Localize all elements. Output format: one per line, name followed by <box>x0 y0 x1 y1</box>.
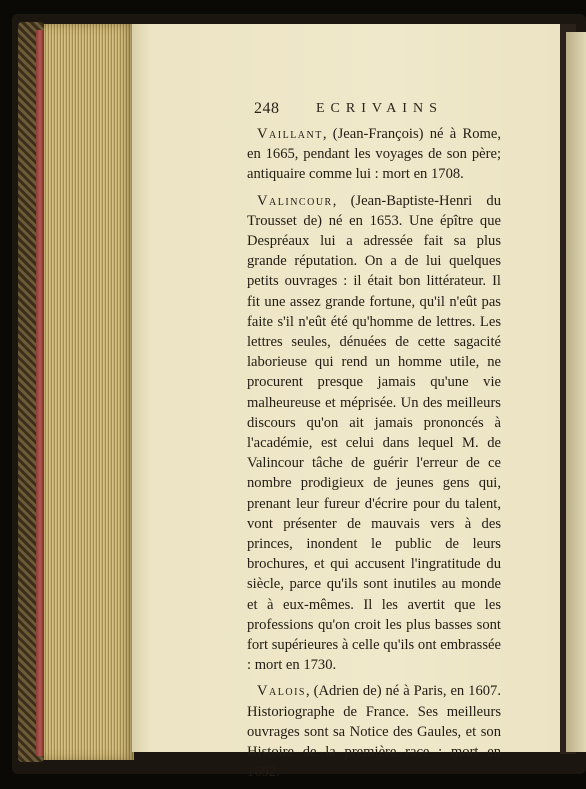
entry-name: Valois <box>257 683 306 700</box>
page-block-edges <box>44 24 134 760</box>
running-head: ECRIVAINS <box>316 101 443 116</box>
entry-text: , (Jean-Baptiste-Henri du Trousset de) né en 1653. Une épître que Despréaux lui a adressée fait sa plus grande réputation. On a de lui quelques petits ouvrages : il était bon littérateur. Il fit une assez grande fortune, qu'il n'eût pas faite s'il n'eût été qu'homme de lettres. Les lettres seules, dénuées de cette sagacité laborieuse qui rend un homme utile, ne procurent presque jamais qu'une vie malheureuse et méprisée. Un des meilleurs discours qu'on ait jamais prononcés à l'académie, est celui dans lequel M. de Valincour tâche de guérir l'erreur de ce nombre prodigieux de jeunes gens qui, prenant leur fureur d'écrire pour du talent, vont présenter de mauvais vers à des princes, inondent le public de leurs brochures, et qui accusent l'ingratitude du siècle, parce qu'ils sont inutiles au monde et à eux-mêmes. Il les avertit que les professions qu'on croit les plus basses sont fort supérieures à celle qu'ils ont embrassée : mort en 1730. <box>247 192 501 674</box>
facing-page-edge <box>566 32 586 752</box>
page-body <box>247 124 501 789</box>
red-page-edge <box>36 30 44 756</box>
entry-text: , (Jean-François) né à Rome, en 1665, pendant les voyages de son père; antiquaire comme lui : mort en 1708. <box>247 126 501 183</box>
entry-vaillant <box>247 124 501 185</box>
entry-valincour <box>247 191 501 676</box>
entry-name: Vaillant <box>257 126 323 142</box>
page-number: 248 <box>254 100 280 117</box>
entry-text: , (Adrien de) né à Paris, en 1607. Historiographe de France. Ses meilleurs ouvrages sont sa Notice des Gaules, et son Histoire de la première race : mort en 1692. <box>247 683 501 781</box>
page-header <box>254 100 514 122</box>
entry-valois <box>247 681 501 782</box>
entry-name: Valincour <box>257 192 333 209</box>
